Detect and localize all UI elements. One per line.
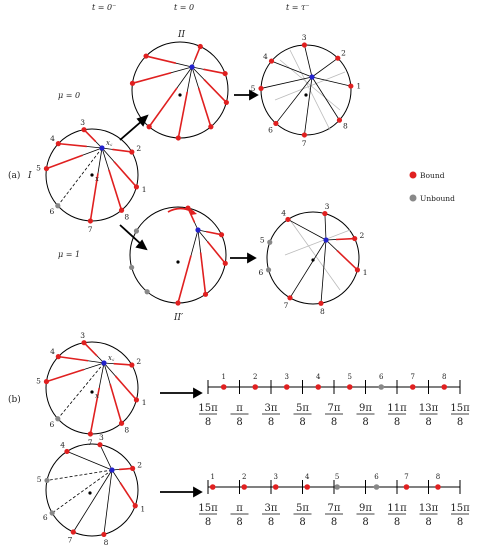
bound-segment-4 [58, 144, 86, 147]
site-dot-2 [129, 149, 134, 154]
bound-segment-2 [204, 69, 226, 73]
bound-segment-1 [337, 250, 357, 269]
bound-segment-3 [84, 343, 97, 356]
site-marker-label-2: 2 [253, 373, 258, 381]
site-dot-7 [175, 300, 180, 305]
site-dot-7 [287, 295, 292, 300]
site-dot-1 [133, 503, 138, 508]
state-II-after-circle [251, 33, 362, 148]
center-x-c-dot [189, 64, 194, 69]
panel-b-bottom-circle [37, 433, 145, 547]
site-marker-1 [221, 384, 227, 390]
site-label-2: 2 [136, 144, 142, 153]
tick-label-den-6: 8 [393, 417, 401, 428]
center-x-c-dot [109, 467, 114, 472]
tick-label-num-8: 15π [450, 503, 470, 514]
tick-label-num-7: 13π [418, 503, 439, 514]
site-dot-4 [143, 53, 148, 58]
site-marker-7 [410, 384, 416, 390]
site-marker-5 [334, 484, 340, 490]
site-label-3: 3 [80, 117, 86, 127]
legend-bound-dot [410, 172, 417, 179]
site-marker-label-4: 4 [304, 473, 310, 481]
site-dot-3 [198, 44, 203, 49]
center-x-c-dot [195, 227, 200, 232]
site-label-1: 1 [362, 267, 368, 277]
tick-label-den-1: 8 [236, 517, 243, 528]
site-dot-6 [50, 510, 55, 515]
spoke-7 [290, 240, 326, 298]
site-dot-1 [134, 397, 139, 402]
site-marker-label-3: 3 [284, 373, 289, 381]
tick-label-num-8: 15π [450, 403, 470, 414]
site-dot-8 [203, 292, 208, 297]
tick-label-num-1: π [236, 503, 243, 514]
site-label-2: 2 [341, 48, 346, 58]
site-dot-2 [352, 236, 357, 241]
legend-bound-label: Bound [420, 171, 445, 180]
spoke-3 [304, 45, 312, 77]
site-dot-5 [129, 265, 134, 270]
tick-label-num-3: 5π [296, 403, 309, 414]
bound-segment-8 [109, 170, 122, 210]
site-label-1: 1 [141, 184, 147, 194]
site-marker-label-2: 2 [241, 473, 247, 481]
tick-label-den-3: 8 [299, 417, 306, 428]
header-t-after: t = τ⁻ [286, 3, 310, 12]
site-label-5: 5 [259, 235, 265, 245]
site-marker-3 [284, 384, 290, 390]
header-t-before: t = 0⁻ [92, 3, 117, 12]
site-dot-3 [302, 42, 307, 47]
tick-label-num-0: 15π [198, 403, 218, 414]
panel-b-label: (b) [8, 395, 21, 405]
site-dot-5 [267, 240, 272, 245]
site-marker-label-1: 1 [210, 473, 215, 481]
tick-label-den-5: 8 [362, 417, 369, 428]
site-label-4: 4 [281, 208, 286, 218]
bound-segment-7 [178, 256, 191, 303]
bound-segment-1 [115, 376, 136, 400]
state-II-prime-after-circle [258, 202, 367, 316]
x-point [304, 93, 307, 96]
arrow-head-II-prime-after [248, 254, 255, 262]
tick-label-den-3: 8 [299, 517, 306, 528]
mu0-label: μ = 0 [58, 91, 81, 100]
site-dot-1 [355, 267, 360, 272]
bound-segment-7 [178, 92, 187, 138]
spoke-8 [312, 77, 339, 120]
x-c-label: x꜀ [106, 139, 113, 147]
bound-segment-8 [201, 253, 206, 295]
site-marker-label-3: 3 [273, 473, 278, 481]
site-marker-4 [304, 484, 310, 490]
site-dot-4 [64, 449, 69, 454]
bound-segment-1 [208, 242, 226, 264]
site-marker-label-7: 7 [410, 373, 415, 381]
site-dot-3 [81, 340, 86, 345]
site-label-1: 1 [141, 397, 147, 407]
site-label-7: 7 [87, 224, 93, 234]
site-label-2: 2 [136, 357, 142, 366]
x-point [311, 258, 314, 261]
site-marker-label-1: 1 [221, 373, 226, 381]
arrow-to-state-II [120, 120, 143, 140]
site-marker-8 [441, 384, 447, 390]
site-dot-6 [55, 203, 60, 208]
site-label-1: 1 [356, 81, 362, 91]
tick-label-den-1: 8 [236, 417, 243, 428]
site-marker-label-8: 8 [442, 373, 447, 381]
site-dot-7 [88, 431, 93, 436]
site-dot-6 [273, 121, 278, 126]
site-dot-7 [176, 135, 181, 140]
spoke-4 [272, 61, 312, 77]
site-label-8: 8 [342, 121, 348, 131]
site-dot-8 [318, 301, 323, 306]
spoke-4 [288, 219, 326, 240]
site-label-3: 3 [301, 33, 307, 43]
site-dot-2 [219, 232, 224, 237]
site-dot-2 [223, 71, 228, 76]
site-dot-2 [130, 466, 135, 471]
site-label-5: 5 [36, 376, 41, 386]
tick-label-den-8: 8 [456, 517, 464, 528]
site-label-7: 7 [67, 535, 73, 545]
state-II-circle [130, 42, 229, 141]
site-dot-6 [145, 289, 150, 294]
site-dot-1 [224, 100, 229, 105]
center-x-c-dot [323, 237, 328, 242]
site-dot-2 [335, 56, 340, 61]
spoke-4 [67, 451, 112, 470]
legend-unbound-label: Unbound [420, 194, 455, 203]
site-label-8: 8 [319, 307, 325, 317]
tick-label-num-5: 9π [359, 403, 372, 414]
tick-label-den-4: 8 [330, 417, 338, 428]
arrow-head-b-bottom [194, 488, 201, 496]
bound-segment-4 [58, 357, 88, 361]
site-dot-1 [223, 261, 228, 266]
spoke-1 [312, 77, 351, 86]
tick-label-den-2: 8 [267, 517, 275, 528]
site-label-4: 4 [50, 134, 55, 144]
site-label-5: 5 [36, 474, 42, 484]
tick-label-num-2: 3π [264, 403, 278, 414]
bound-segment-5 [132, 73, 171, 84]
tick-label-num-5: 9π [359, 503, 372, 514]
x-point [88, 491, 91, 494]
site-label-3: 3 [324, 201, 330, 211]
site-label-5: 5 [250, 84, 256, 94]
site-marker-4 [315, 384, 321, 390]
site-label-3: 3 [98, 432, 104, 442]
spoke-8 [321, 240, 326, 303]
site-label-5: 5 [36, 163, 41, 173]
legend-unbound-dot [410, 195, 417, 202]
state-I-circle [36, 118, 146, 234]
x-point [176, 260, 179, 263]
site-dot-4 [56, 354, 61, 359]
tick-label-den-7: 8 [425, 517, 432, 528]
state-II-prime-circle [129, 205, 228, 305]
x-label: x [95, 392, 99, 400]
bound-segment-4 [146, 56, 176, 63]
bound-segment-8 [199, 88, 211, 127]
spoke-7 [73, 470, 112, 532]
site-label-4: 4 [60, 440, 65, 450]
spoke-8 [104, 470, 112, 534]
site-marker-label-4: 4 [316, 373, 321, 381]
site-label-4: 4 [50, 347, 55, 357]
spoke-2 [312, 58, 338, 77]
site-label-6: 6 [49, 420, 55, 430]
bound-segment-1 [120, 483, 135, 506]
center-x-c-dot [99, 145, 104, 150]
site-dot-8 [101, 532, 106, 537]
site-dot-5 [258, 86, 263, 91]
dashed-spoke-5 [47, 470, 112, 480]
bound-segment-6 [149, 88, 177, 127]
site-dot-6 [266, 267, 271, 272]
mu1-label: μ = 1 [58, 250, 81, 259]
site-dot-2 [129, 362, 134, 367]
tick-label-num-4: 7π [327, 503, 341, 514]
tick-label-num-0: 15π [198, 503, 218, 514]
site-dot-7 [71, 529, 76, 534]
tick-label-den-2: 8 [267, 417, 275, 428]
x-c-label: x꜀ [108, 354, 115, 362]
site-marker-6 [378, 384, 384, 390]
site-dot-5 [130, 81, 135, 86]
panel-a-label: (a) [8, 171, 21, 181]
tick-label-num-4: 7π [327, 403, 341, 414]
tick-label-num-6: 11π [387, 403, 407, 414]
site-label-8: 8 [124, 212, 130, 222]
site-marker-label-7: 7 [404, 473, 409, 481]
site-label-6: 6 [42, 513, 48, 522]
site-marker-label-8: 8 [435, 473, 441, 481]
site-marker-8 [435, 484, 441, 490]
bound-segment-1 [114, 162, 136, 187]
site-marker-3 [273, 484, 279, 490]
dashed-spoke-6 [58, 363, 104, 419]
tick-label-den-5: 8 [362, 517, 369, 528]
site-dot-8 [208, 124, 213, 129]
tick-label-num-2: 3π [264, 503, 278, 514]
state-I-label: I [28, 171, 32, 181]
bound-segment-8 [110, 384, 121, 423]
site-dot-5 [44, 478, 49, 483]
legend [410, 171, 456, 203]
site-label-1: 1 [140, 504, 146, 514]
bound-segment-2 [112, 149, 131, 152]
site-marker-2 [241, 484, 247, 490]
arrow-head-b-top [194, 389, 201, 397]
x-point [90, 173, 93, 176]
site-dot-1 [348, 83, 353, 88]
site-label-6: 6 [49, 207, 55, 217]
bound-segment-1 [204, 79, 226, 102]
ghost-spoke [290, 220, 340, 290]
site-dot-4 [56, 141, 61, 146]
number-line-top [198, 373, 470, 428]
ghost-spoke [285, 230, 350, 255]
site-dot-5 [44, 379, 49, 384]
state-II-prime-label: II′ [174, 313, 184, 323]
site-dot-1 [134, 184, 139, 189]
site-dot-6 [55, 416, 60, 421]
site-dot-4 [134, 228, 139, 233]
site-label-3: 3 [80, 330, 86, 340]
site-dot-6 [147, 124, 152, 129]
bound-segment-5 [46, 370, 83, 382]
site-label-8: 8 [124, 425, 130, 435]
boundary-circle [130, 207, 226, 303]
site-label-7: 7 [87, 437, 93, 447]
number-line-bottom [198, 473, 470, 528]
site-marker-label-6: 6 [379, 373, 384, 381]
site-dot-8 [337, 118, 342, 123]
site-dot-7 [88, 218, 93, 223]
site-dot-3 [81, 127, 86, 132]
tick-label-den-0: 8 [204, 517, 212, 528]
tick-label-num-7: 13π [418, 403, 439, 414]
site-label-4: 4 [263, 51, 268, 61]
site-marker-label-5: 5 [334, 473, 340, 481]
site-marker-2 [252, 384, 258, 390]
tick-label-num-3: 5π [296, 503, 309, 514]
tick-label-den-6: 8 [393, 517, 401, 528]
x-point [178, 93, 181, 96]
tick-label-den-7: 8 [425, 417, 432, 428]
state-II-label: II [178, 30, 186, 40]
site-dot-4 [269, 58, 274, 63]
x-label: x [95, 175, 99, 183]
bound-segment-2 [336, 239, 355, 240]
site-dot-7 [302, 132, 307, 137]
site-dot-3 [322, 211, 327, 216]
circle-diagrams [36, 33, 367, 547]
site-label-2: 2 [137, 460, 143, 470]
center-x-c-dot [309, 74, 314, 79]
site-label-6: 6 [268, 125, 273, 135]
tick-label-num-6: 11π [387, 503, 407, 514]
site-dot-3 [97, 442, 102, 447]
tick-label-den-0: 8 [204, 417, 212, 428]
site-dot-5 [44, 166, 49, 171]
panel-b-top-circle [36, 331, 146, 447]
site-marker-label-5: 5 [347, 373, 352, 381]
site-label-7: 7 [301, 138, 307, 148]
site-marker-5 [347, 384, 353, 390]
site-label-7: 7 [283, 300, 289, 310]
center-x-c-dot [101, 360, 106, 365]
tick-label-num-1: π [236, 403, 243, 414]
spoke-3 [325, 214, 326, 240]
tick-label-den-8: 8 [456, 417, 464, 428]
site-dot-4 [285, 217, 290, 222]
header-t-zero: t = 0 [174, 3, 195, 12]
site-label-8: 8 [103, 538, 109, 548]
site-marker-1 [210, 484, 216, 490]
bound-segment-2 [114, 364, 132, 365]
site-label-2: 2 [359, 231, 365, 241]
bound-segment-5 [46, 155, 82, 168]
site-marker-7 [404, 484, 410, 490]
site-label-6: 6 [258, 267, 264, 277]
tick-label-den-4: 8 [330, 517, 338, 528]
number-lines [198, 373, 470, 528]
site-marker-6 [374, 484, 380, 490]
site-marker-label-6: 6 [374, 473, 379, 481]
x-point [90, 390, 93, 393]
dashed-spoke-6 [52, 470, 112, 513]
